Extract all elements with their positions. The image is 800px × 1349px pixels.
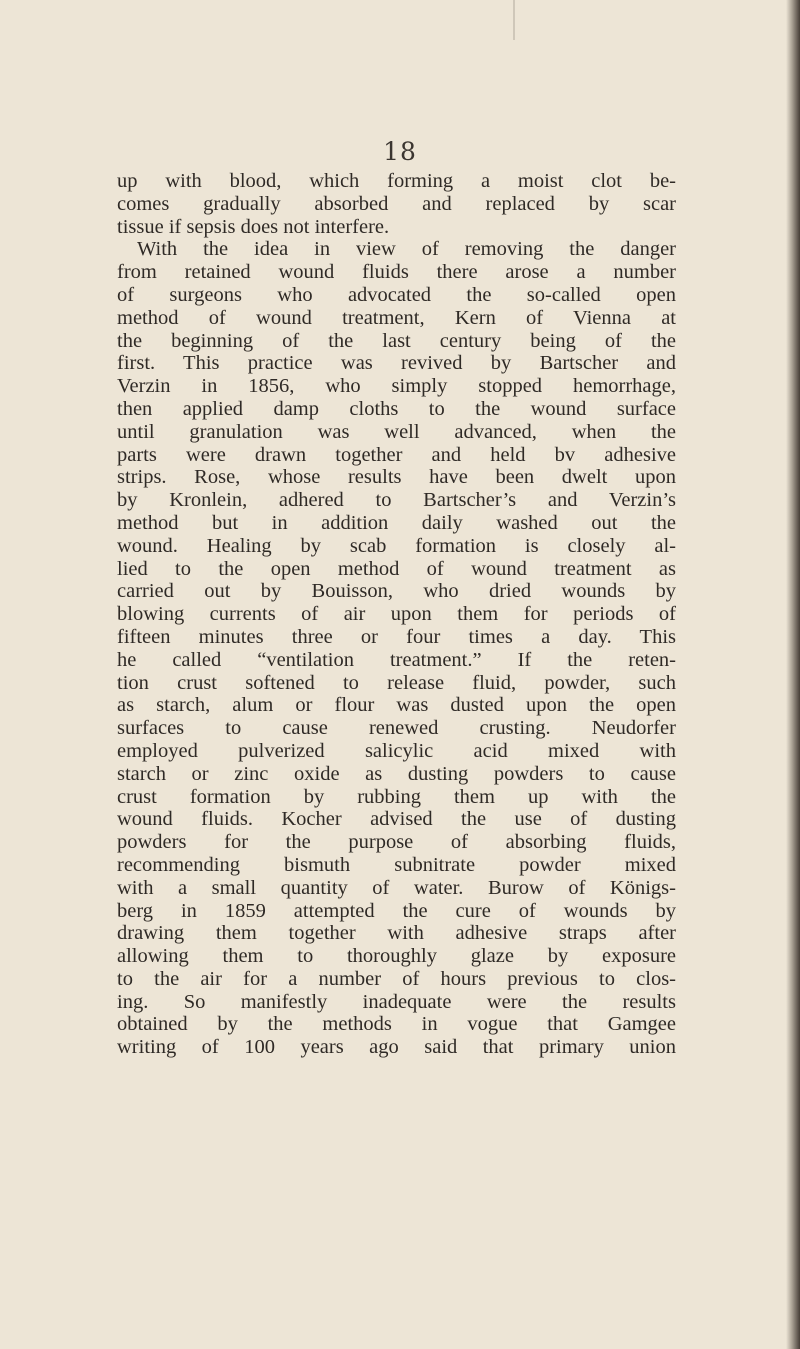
text-line: recommending bismuth subnitrate powder mixed (117, 853, 676, 876)
page-number: 18 (383, 137, 417, 166)
text-line: employed pulverized salicylic acid mixed with (117, 739, 676, 762)
text-line: as starch, alum or flour was dusted upon the open (117, 694, 676, 717)
text-line: lied to the open method of wound treatment as (117, 557, 676, 580)
text-line: tissue if sepsis does not interfere. (117, 215, 390, 238)
text-line: wound. Healing by scab formation is closely al- (117, 534, 676, 557)
page-crease (513, 0, 515, 40)
text-line: tion crust softened to release fluid, powder, such (117, 671, 676, 694)
text-line: up with blood, which forming a moist clot be- (117, 170, 676, 192)
text-line: surfaces to cause renewed crusting. Neudorfer (117, 717, 676, 740)
text-line: powders for the purpose of absorbing fluids, (117, 831, 676, 854)
body-text (117, 170, 676, 1059)
text-line: then applied damp cloths to the wound surface (117, 397, 676, 420)
text-line: method of wound treatment, Kern of Vienna at (117, 306, 676, 329)
text-line: Verzin in 1856, who simply stopped hemorrhage, (117, 375, 676, 398)
text-line: until granulation was well advanced, when the (117, 420, 676, 443)
text-line: to the air for a number of hours previous to clos- (117, 967, 676, 990)
text-line: writing of 100 years ago said that primary union (117, 1036, 676, 1059)
text-line: first. This practice was revived by Bartscher and (117, 352, 676, 375)
text-line: strips. Rose, whose results have been dwelt upon (117, 466, 676, 489)
text-line: of surgeons who advocated the so-called open (117, 283, 676, 306)
page-edge-shadow (786, 0, 800, 1349)
text-line: allowing them to thoroughly glaze by exposure (117, 945, 676, 968)
text-line: obtained by the methods in vogue that Gamgee (117, 1013, 676, 1036)
text-line: With the idea in view of removing the danger (137, 238, 676, 261)
text-line: blowing currents of air upon them for periods of (117, 603, 676, 626)
text-line: parts were drawn together and held bv adhesive (117, 443, 676, 466)
text-line: from retained wound fluids there arose a number (117, 261, 676, 284)
text-line: carried out by Bouisson, who dried wounds by (117, 580, 676, 603)
text-line: fifteen minutes three or four times a day. This (117, 625, 676, 648)
text-line: with a small quantity of water. Burow of Königs- (117, 876, 676, 899)
text-line: ing. So manifestly inadequate were the results (117, 990, 676, 1013)
text-line: drawing them together with adhesive straps after (117, 922, 676, 945)
text-line: method but in addition daily washed out the (117, 511, 676, 534)
text-line: wound fluids. Kocher advised the use of dusting (117, 808, 676, 831)
text-line: comes gradually absorbed and replaced by scar (117, 192, 676, 215)
text-line: the beginning of the last century being of the (117, 329, 676, 352)
text-line: by Kronlein, adhered to Bartscher’s and Verzin’s (117, 489, 676, 512)
text-line: berg in 1859 attempted the cure of wounds by (117, 899, 676, 922)
text-line: crust formation by rubbing them up with the (117, 785, 676, 808)
text-line: starch or zinc oxide as dusting powders to cause (117, 762, 676, 785)
text-line: he called “ventilation treatment.” If the reten- (117, 648, 676, 671)
